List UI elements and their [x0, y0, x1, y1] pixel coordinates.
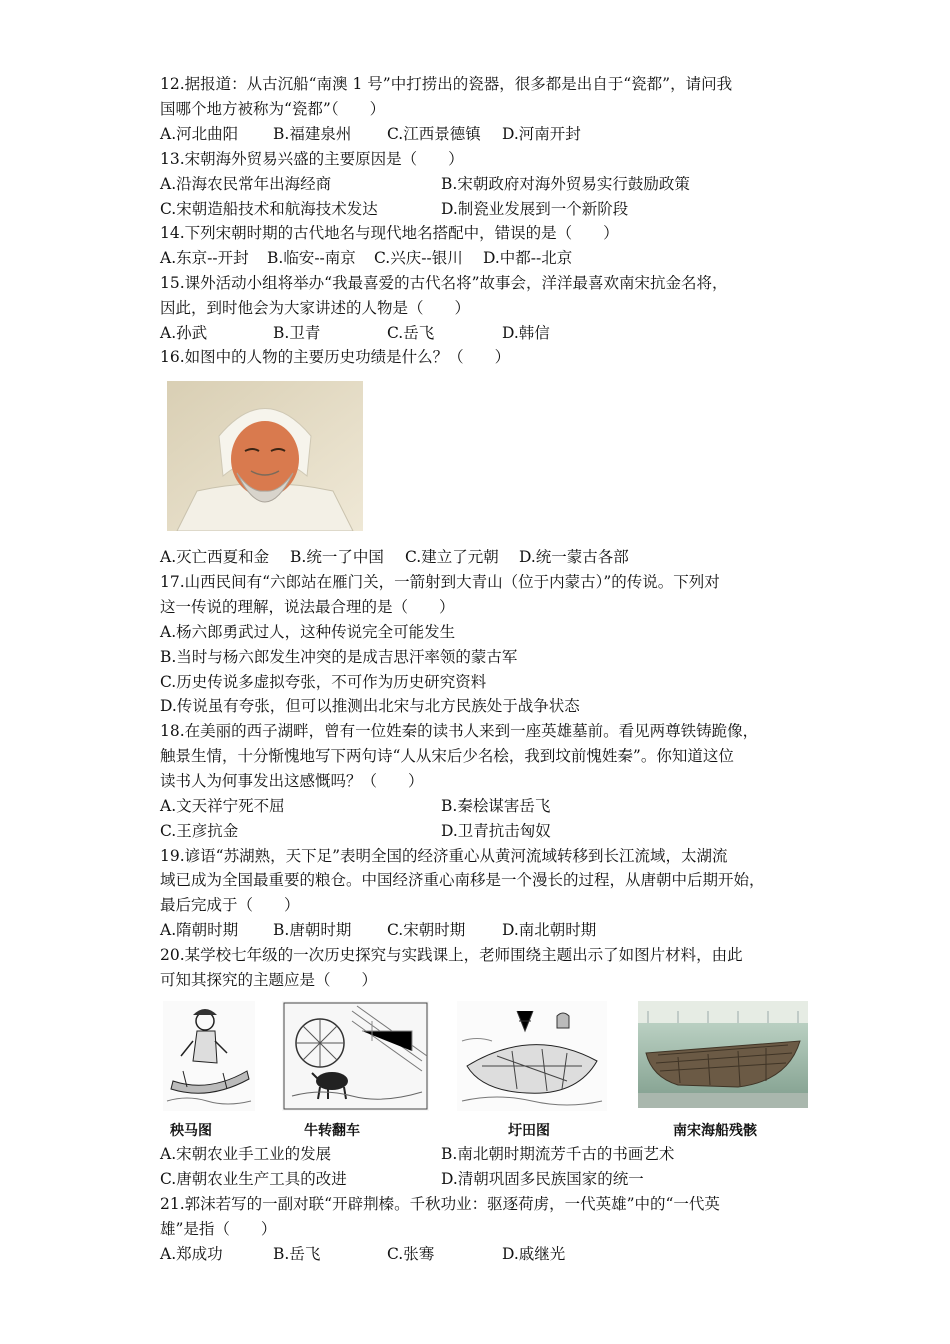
q19-stem-line3: 最后完成于（ ）	[160, 896, 300, 914]
q17-option-a[interactable]: A.杨六郎勇武过人，这种传说完全可能发生	[160, 623, 456, 641]
q15-option-a[interactable]: A.孙武	[160, 324, 208, 342]
q17-option-c[interactable]: C.历史传说多虚拟夸张，不可作为历史研究资料	[160, 673, 487, 691]
q19-option-b[interactable]: B.唐朝时期	[273, 921, 352, 939]
portrait-image	[167, 381, 363, 531]
q18-stem-line3: 读书人为何事发出这感慨吗？（ ）	[160, 772, 424, 790]
q20-option-d[interactable]: D.清朝巩固多民族国家的统一	[441, 1170, 644, 1188]
q16-option-c[interactable]: C.建立了元朝	[405, 548, 499, 566]
q12-option-d[interactable]: D.河南开封	[502, 125, 581, 143]
shipwreck-image	[638, 1001, 808, 1108]
q17-stem-line1: 17.山西民间有“六郎站在雁门关，一箭射到大青山（位于内蒙古）”的传说。下列对	[160, 573, 720, 591]
q14-option-c[interactable]: C.兴庆--银川	[374, 249, 463, 267]
q20-stem-line1: 20.某学校七年级的一次历史探究与实践课上，老师围绕主题出示了如图片材料，由此	[160, 946, 743, 964]
q12-option-b[interactable]: B.福建泉州	[273, 125, 352, 143]
q15-option-b[interactable]: B.卫青	[273, 324, 321, 342]
q19-option-d[interactable]: D.南北朝时期	[502, 921, 597, 939]
q12-option-c[interactable]: C.江西景德镇	[387, 125, 481, 143]
caption-shipwreck: 南宋海船残骸	[673, 1123, 757, 1139]
q13-option-d[interactable]: D.制瓷业发展到一个新阶段	[441, 200, 629, 218]
q13-option-a[interactable]: A.沿海农民常年出海经商	[160, 175, 332, 193]
q18-option-d[interactable]: D.卫青抗击匈奴	[441, 822, 551, 840]
q20-stem-line2: 可知其探究的主题应是（ ）	[160, 971, 378, 989]
q21-stem-line1: 21.郭沫若写的一副对联“开辟荆榛。千秋功业：驱逐荷虏，一代英雄”中的“一代英	[160, 1195, 720, 1213]
q15-stem-line1: 15.课外活动小组将举办“我最喜爱的古代名将”故事会，洋洋最喜欢南宋抗金名将，	[160, 274, 728, 292]
q15-option-c[interactable]: C.岳飞	[387, 324, 435, 342]
q20-option-b[interactable]: B.南北朝时期流芳千古的书画艺术	[441, 1145, 675, 1163]
q20-option-a[interactable]: A.宋朝农业手工业的发展	[160, 1145, 332, 1163]
caption-yangma: 秧马图	[170, 1123, 212, 1139]
q18-stem-line2: 触景生情，十分惭愧地写下两句诗“人从宋后少名桧，我到坟前愧姓秦”。你知道这位	[160, 747, 734, 765]
q19-option-a[interactable]: A.隋朝时期	[160, 921, 239, 939]
q17-option-d[interactable]: D.传说虽有夸张，但可以推测出北宋与北方民族处于战争状态	[160, 697, 580, 715]
q14-stem: 14.下列宋朝时期的古代地名与现代地名搭配中，错误的是（ ）	[160, 224, 619, 242]
q13-option-c[interactable]: C.宋朝造船技术和航海技术发达	[160, 200, 378, 218]
q21-option-d[interactable]: D.戚继光	[502, 1245, 566, 1263]
q21-option-c[interactable]: C.张骞	[387, 1245, 435, 1263]
q19-option-c[interactable]: C.宋朝时期	[387, 921, 466, 939]
q21-option-b[interactable]: B.岳飞	[273, 1245, 321, 1263]
q17-stem-line2: 这一传说的理解，说法最合理的是（ ）	[160, 598, 455, 616]
q20-option-c[interactable]: C.唐朝农业生产工具的改进	[160, 1170, 347, 1188]
ox-waterwheel-image	[282, 1001, 429, 1111]
q18-stem-line1: 18.在美丽的西子湖畔，曾有一位姓秦的读书人来到一座英雄墓前。看见两尊铁铸跪像，	[160, 722, 759, 740]
q12-option-a[interactable]: A.河北曲阳	[160, 125, 239, 143]
q17-option-b[interactable]: B.当时与杨六郎发生冲突的是成吉思汗率领的蒙古军	[160, 648, 518, 666]
q15-option-d[interactable]: D.韩信	[502, 324, 550, 342]
q16-option-a[interactable]: A.灭亡西夏和金	[160, 548, 270, 566]
q16-option-d[interactable]: D.统一蒙古各部	[519, 548, 629, 566]
q13-option-b[interactable]: B.宋朝政府对海外贸易实行鼓励政策	[441, 175, 690, 193]
q14-option-d[interactable]: D.中都--北京	[483, 249, 573, 267]
q16-option-b[interactable]: B.统一了中国	[290, 548, 384, 566]
q16-stem: 16.如图中的人物的主要历史功绩是什么？（ ）	[160, 348, 511, 366]
q19-stem-line2: 域已成为全国最重要的粮仓。中国经济重心南移是一个漫长的过程，从唐朝中后期开始，	[160, 871, 765, 889]
q19-stem-line1: 19.谚语“苏湖熟，天下足”表明全国的经济重心从黄河流域转移到长江流域，太湖流	[160, 847, 728, 865]
q18-option-c[interactable]: C.王彦抗金	[160, 822, 239, 840]
caption-ox-waterwheel: 牛转翻车	[304, 1123, 360, 1139]
weitian-image	[457, 1001, 607, 1111]
q21-stem-line2: 雄”是指（ ）	[160, 1220, 277, 1238]
q15-stem-line2: 因此，到时他会为大家讲述的人物是（ ）	[160, 299, 471, 317]
q18-option-a[interactable]: A.文天祥宁死不屈	[160, 797, 285, 815]
q12-stem-line2: 国哪个地方被称为“瓷都”（ ）	[160, 100, 386, 118]
q21-option-a[interactable]: A.郑成功	[160, 1245, 223, 1263]
caption-weitian: 圩田图	[508, 1123, 550, 1139]
q12-stem-line1: 12.据报道：从古沉船“南澳 1 号”中打捞出的瓷器，很多都是出自于“瓷都”，请问我	[160, 75, 733, 93]
q18-option-b[interactable]: B.秦桧谋害岳飞	[441, 797, 551, 815]
yangma-image	[163, 1001, 255, 1111]
q14-option-a[interactable]: A.东京--开封	[160, 249, 249, 267]
q14-option-b[interactable]: B.临安--南京	[267, 249, 356, 267]
q13-stem: 13.宋朝海外贸易兴盛的主要原因是（ ）	[160, 150, 464, 168]
